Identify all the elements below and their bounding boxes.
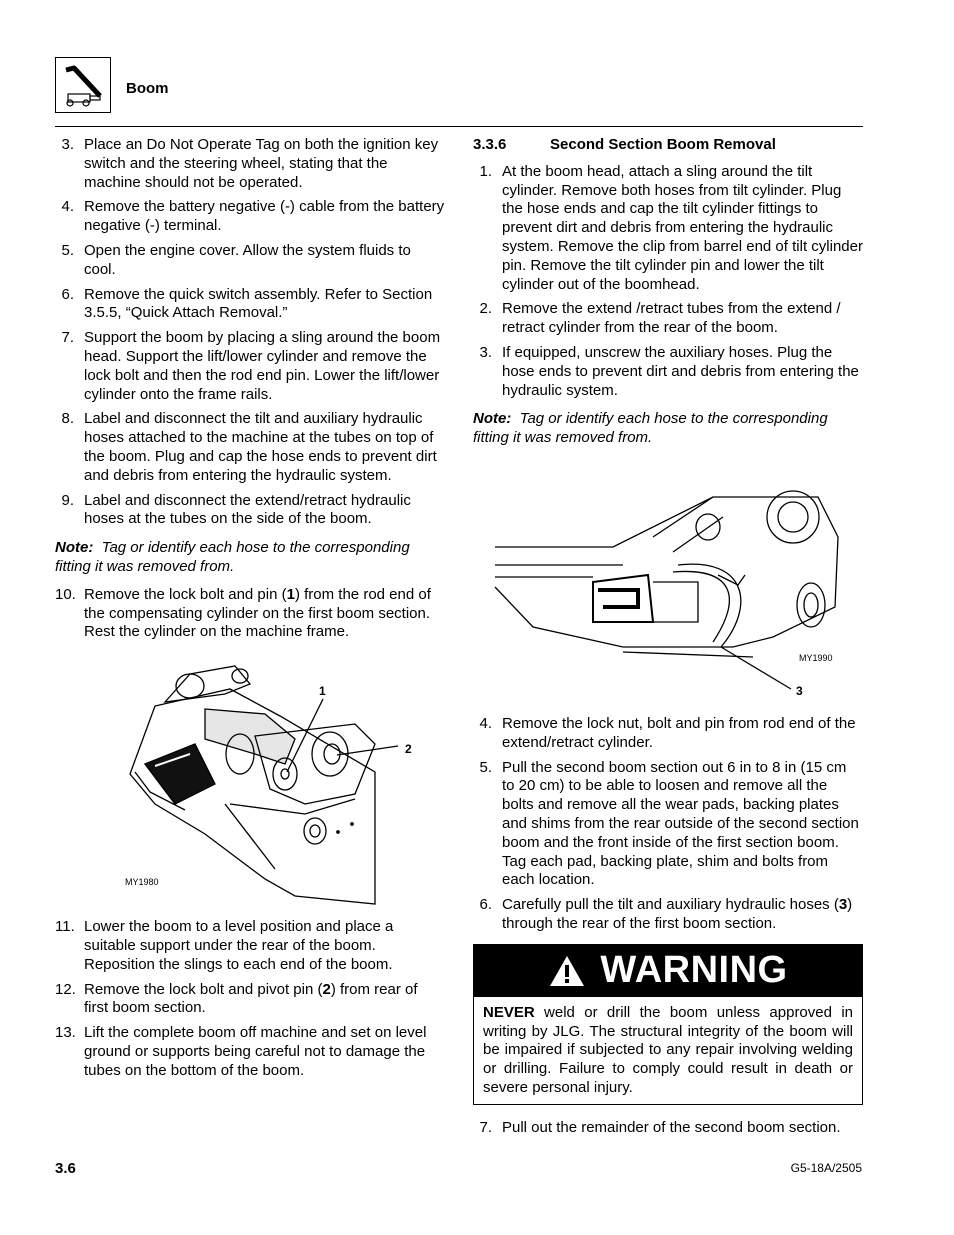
figure-my1980 xyxy=(55,654,445,918)
step-2: 2. Remove the extend /retract tubes from the extend / retract cylinder from the rear of the boom. xyxy=(479,300,841,337)
callout-2: 2 xyxy=(405,742,412,757)
warning-triangle-icon xyxy=(548,954,586,988)
document-code: G5-18A/2505 xyxy=(790,1161,862,1175)
step-4: 4. Remove the lock nut, bolt and pin from rod end of the extend/retract cylinder. xyxy=(479,714,856,751)
subsection-heading: 3.3.6 Second Section Boom Removal xyxy=(473,136,776,153)
warning-box xyxy=(473,944,863,1105)
header-divider xyxy=(55,126,863,127)
figure-id: MY1990 xyxy=(799,652,833,663)
step-1: 1. At the boom head, attach a sling around the tilt cylinder. Remove both hoses from tilt cylinder. Plug the hose ends and cap the tilt cylinder fittings to prevent dirt and debris from entering the hydraulic system. Remove the clip from barrel end of tilt cylinder pin. Remove the tilt cylinder pin and lower the tilt cylinder out of the boomhead. xyxy=(479,162,863,293)
callout-1: 1 xyxy=(319,684,326,699)
right-column xyxy=(473,136,863,1144)
logo xyxy=(55,57,111,113)
callout-3: 3 xyxy=(796,683,803,698)
warning-header xyxy=(474,945,862,997)
compensating-cylinder-illustration xyxy=(55,654,445,918)
left-column xyxy=(55,136,445,1087)
step-6: 6. Remove the quick switch assembly. Refer to Section 3.5.5, “Quick Attach Removal.” xyxy=(61,285,433,322)
note: Note: Tag or identify each hose to the corresponding fitting it was removed from. xyxy=(55,539,410,575)
page-number: 3.6 xyxy=(55,1160,76,1177)
step-3: 3. Place an Do Not Operate Tag on both the ignition key switch and the steering wheel, stating that the machine should not be operated. xyxy=(61,136,439,191)
step-12: 12. Remove the lock bolt and pivot pin (2) from rear of first boom section. xyxy=(55,980,418,1017)
note: Note: Tag or identify each hose to the corresponding fitting it was removed from. xyxy=(473,410,828,447)
figure-my1990 xyxy=(473,457,863,715)
step-7: 7. Support the boom by placing a sling around the boom head. Support the lift/lower cylinder and remove the lock bolt and then the rod end pin. Lower the lift/lower cylinder onto the frame rails. xyxy=(61,329,441,403)
step-4: 4. Remove the battery negative (-) cable from the battery negative (-) terminal. xyxy=(61,198,445,235)
boom-rear-hoses-illustration xyxy=(473,457,863,715)
telehandler-boom-icon xyxy=(56,58,110,112)
step-9: 9. Label and disconnect the extend/retract hydraulic hoses at the tubes on the side of the boom. xyxy=(61,491,411,528)
step-13: 13. Lift the complete boom off machine and set on level ground or supports being careful not to damage the tubes on the bottom of the boom. xyxy=(55,1024,427,1079)
step-8: 8. Label and disconnect the tilt and auxiliary hydraulic hoses attached to the machine at the tubes on top of the boom. Plug and cap the hose ends to prevent dirt and debris from entering the hydraulic system. xyxy=(61,410,437,484)
warning-title: WARNING xyxy=(600,949,788,992)
warning-text: NEVER weld or drill the boom unless approved in writing by JLG. The structural integrity of the boom will be impaired if subjected to any repair involving welding or drilling. Failure to comply could result in death or severe personal injury. xyxy=(483,1003,853,1096)
figure-id: MY1980 xyxy=(125,877,159,888)
step-11: 11. Lower the boom to a level position and place a suitable support under the rear of the boom. Reposition the slings to each end of the boom. xyxy=(55,918,394,973)
step-3: 3. If equipped, unscrew the auxiliary hoses. Plug the hose ends to prevent dirt and debris from entering the hydraulic system. xyxy=(479,343,859,399)
step-7: 7. Pull out the remainder of the second boom section. xyxy=(479,1118,841,1136)
step-10: 10. Remove the lock bolt and pin (1) from the rod end of the compensating cylinder on the first boom section. Rest the cylinder on the machine frame. xyxy=(55,585,431,641)
step-5: 5. Open the engine cover. Allow the system fluids to cool. xyxy=(61,241,411,278)
step-6: 6. Carefully pull the tilt and auxiliary hydraulic hoses (3) through the rear of the first boom section. xyxy=(479,896,853,932)
step-5: 5. Pull the second boom section out 6 in to 8 in (15 cm to 20 cm) to be able to loosen and remove all the bolts and remove all the wear pads, backing plates and shims from the rear outside of the second section boom and the front inside of the first section boom. Tag each pad, backing plate, shim and bolts from each location. xyxy=(479,758,859,889)
page-section-title: Boom xyxy=(126,80,169,97)
